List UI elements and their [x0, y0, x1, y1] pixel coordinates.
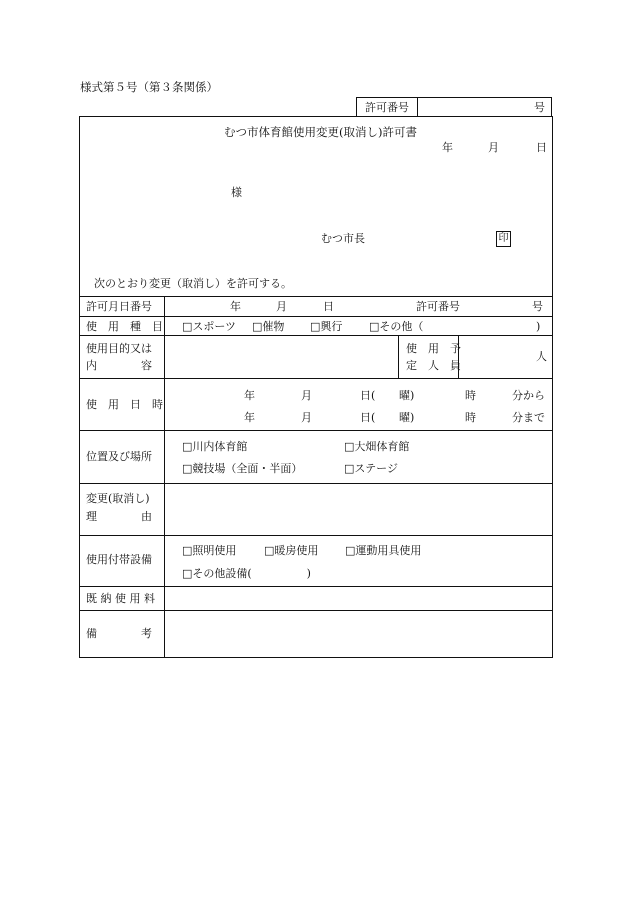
equipment-option-lighting[interactable]: □照明使用: [182, 544, 237, 557]
location-option-stage[interactable]: □ステージ: [344, 462, 398, 475]
row-divider: [80, 483, 552, 484]
reason-label-line1: 変更(取消し): [86, 492, 150, 505]
permit-date-month: 月: [276, 300, 287, 313]
permit-number-field-unit: 号: [532, 300, 543, 313]
permit-number-box: [356, 97, 552, 117]
issuer-name: むつ市長: [321, 232, 365, 245]
equipment-label: 使用付帯設備: [86, 553, 152, 566]
location-label: 位置及び場所: [86, 450, 152, 463]
permit-number-unit: 号: [534, 101, 545, 114]
row-divider: [80, 378, 552, 379]
permit-number-label: 許可番号: [357, 98, 418, 117]
permit-form-frame: [79, 116, 553, 658]
purpose-label-line1: 使用目的又は: [86, 342, 152, 355]
issue-month: 月: [488, 141, 499, 154]
location-option-ohata[interactable]: □大畑体育館: [344, 440, 410, 453]
usage-type-option-event[interactable]: □催物: [252, 320, 285, 333]
permit-date-year: 年: [230, 300, 241, 313]
equipment-option-other[interactable]: □その他設備( ): [182, 567, 311, 580]
datetime-to-hour: 時: [465, 411, 476, 424]
permit-number-field-label: 許可番号: [416, 300, 460, 313]
row-divider: [80, 586, 552, 587]
row-divider: [80, 430, 552, 431]
datetime-from-hour: 時: [465, 389, 476, 402]
issue-day: 日: [536, 141, 547, 154]
datetime-from-weekday: 曜): [399, 389, 415, 402]
row-divider: [80, 335, 552, 336]
row-divider: [80, 610, 552, 611]
remarks-label: 備 考: [86, 627, 152, 640]
usage-type-option-show[interactable]: □興行: [310, 320, 343, 333]
datetime-to-day: 日(: [360, 411, 376, 424]
usage-type-label: 使 用 種 目: [86, 320, 163, 333]
usage-type-other-close: ): [536, 320, 541, 333]
row-divider: [80, 535, 552, 536]
usage-type-option-sports[interactable]: □スポーツ: [182, 320, 236, 333]
addressee-suffix: 様: [231, 186, 242, 199]
attendees-label-line1: 使 用 予: [406, 342, 461, 355]
row-divider: [80, 316, 552, 317]
datetime-to-minute: 分まで: [512, 411, 545, 424]
datetime-from-minute: 分から: [512, 389, 545, 402]
attendees-label-line2: 定 人 員: [406, 359, 461, 372]
datetime-to-year: 年: [244, 411, 255, 424]
label-column-divider: [164, 296, 165, 657]
datetime-label: 使 用 日 時: [86, 398, 163, 411]
datetime-from-day: 日(: [360, 389, 376, 402]
datetime-to-weekday: 曜): [399, 411, 415, 424]
attendees-unit: 人: [536, 350, 547, 363]
seal-stamp: 印: [496, 231, 511, 247]
location-option-kawauchi[interactable]: □川内体育館: [182, 440, 248, 453]
datetime-to-month: 月: [301, 411, 312, 424]
fee-label: 既 納 使 用 料: [86, 592, 155, 605]
datetime-from-year: 年: [244, 389, 255, 402]
equipment-option-sports-gear[interactable]: □運動用具使用: [345, 544, 422, 557]
document-title: むつ市体育館使用変更(取消し)許可書: [224, 125, 417, 139]
row-divider: [80, 296, 552, 297]
datetime-from-month: 月: [301, 389, 312, 402]
location-option-stadium[interactable]: □競技場（全面・半面）: [182, 462, 303, 475]
permit-date-label: 許可月日番号: [86, 300, 152, 313]
permit-date-day: 日: [323, 300, 334, 313]
issue-year: 年: [442, 141, 453, 154]
attendees-divider: [398, 335, 399, 378]
usage-type-option-other[interactable]: □その他（: [369, 320, 424, 333]
reason-label-line2: 理 由: [86, 510, 152, 523]
equipment-option-heating[interactable]: □暖房使用: [264, 544, 319, 557]
purpose-label-line2: 内 容: [86, 359, 152, 372]
permit-statement: 次のとおり変更（取消し）を許可する。: [94, 277, 292, 290]
form-number-label: 様式第５号（第３条関係）: [80, 80, 218, 94]
